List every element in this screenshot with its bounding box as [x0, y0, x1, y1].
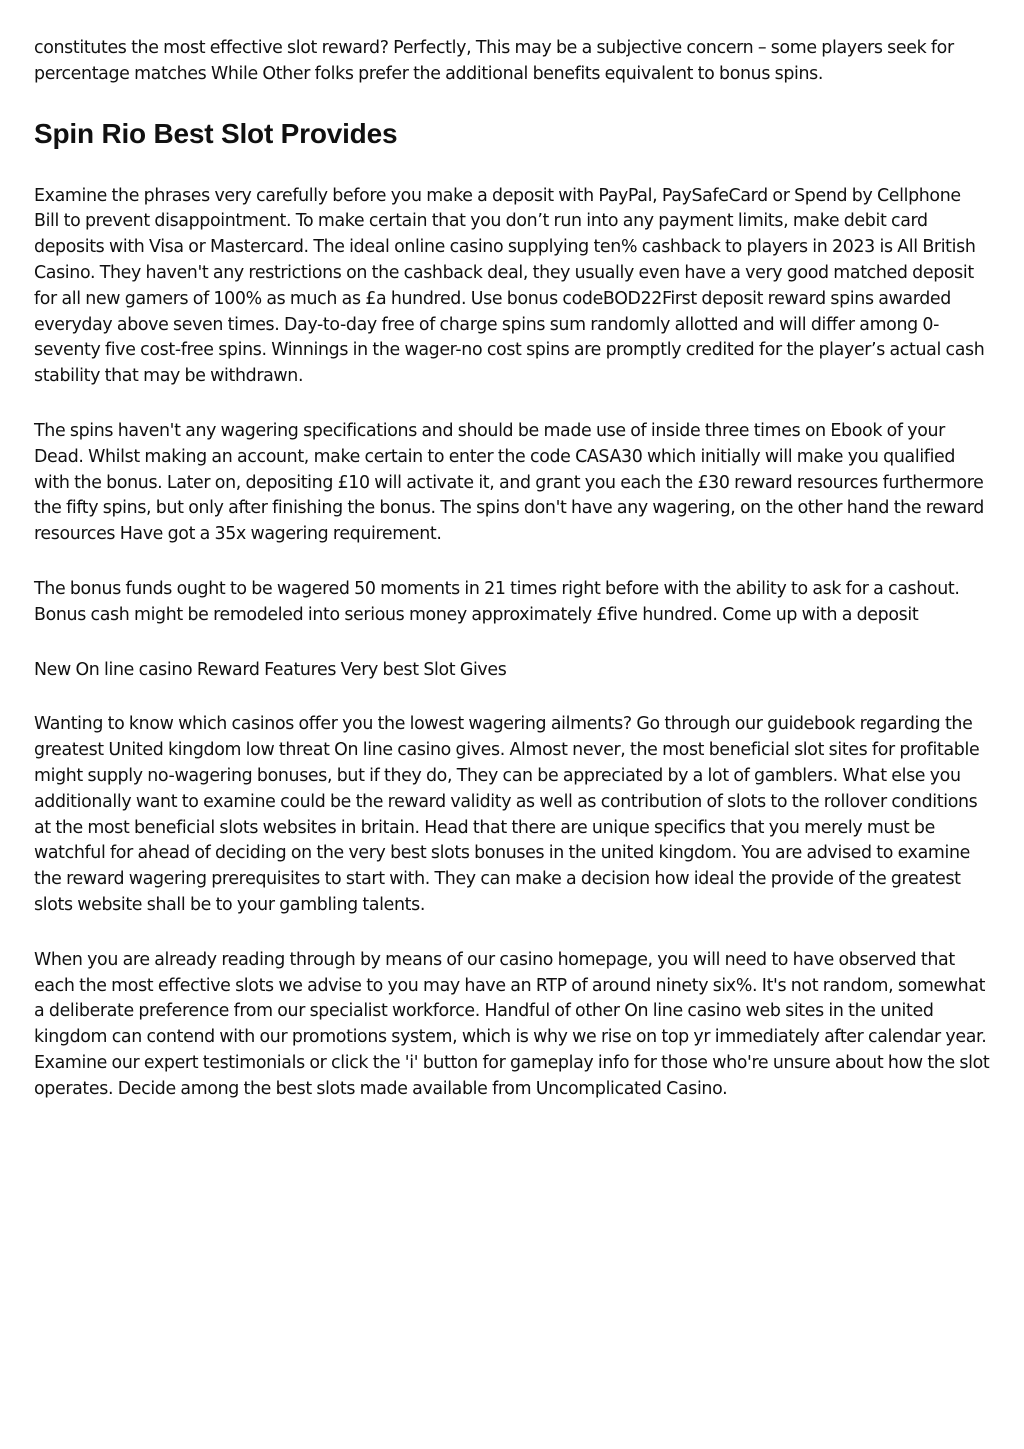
paragraph-wagering-guide: Wanting to know which casinos offer you the lowest wagering ailments? Go through our guidebook regarding the greatest United kingdom low threat On line casino gives. Almost never, the most beneficial slot sites for profitable might supply no-wagering bonuses, but if they do, They can be appreciated by a lot of gamblers. What else you additionally want to examine could be the reward validity as well as contribution of slots to the rollover conditions at the most beneficial slots websites in britain. Head that there are unique specifics that you merely must be watchful for ahead of deciding on the very best slots bonuses in the united kingdom. You are advised to examine the reward wagering prerequisites to start with. They can make a decision how ideal the provide of the greatest slots website shall be to your gambling talents.: [34, 714, 980, 915]
paragraph-wagering-spins: The spins haven't any wagering specifications and should be made use of inside three times on Ebook of your Dead. Whilst making an account, make certain to enter the code CASA30 which initially will make you qualified with the bonus. Later on, depositing £10 will activate it, and grant you each the £30 reward resources furthermore the fifty spins, but only after finishing the bonus. The spins don't have any wagering, on the other hand the reward resources Have got a 35x wagering requirement.: [34, 420, 984, 545]
section-heading: Spin Rio Best Slot Provides: [34, 117, 398, 149]
paragraph-rtp: When you are already reading through by means of our casino homepage, you will need to have observed that each the most effective slots we advise to you may have an RTP of around ninety six%. It's not random, somewhat a deliberate preference from our specialist workforce. Handful of other On line casino web sites in the united kingdom can contend with our promotions system, which is why we rise on top yr immediately after calendar year. Examine our expert testimonials or click the 'i' button for gameplay info for those who're unsure about how the slot operates. Decide among the best slots made available from Uncomplicated Casino.: [34, 949, 990, 1099]
document-body: [34, 36, 990, 1132]
paragraph-deposit-terms: Examine the phrases very carefully before you make a deposit with PayPal, PaySafeCard or Spend by Cellphone Bill to prevent disappointment. To make certain that you don’t run into any payment limits, make debit card deposits with Visa or Mastercard. The ideal online casino supplying ten% cashback to players in 2023 is All British Casino. They haven't any restrictions on the cashback deal, they usually even have a very good matched deposit for all new gamers of 100% as much as £a hundred. Use bonus codeBOD22First deposit reward spins awarded everyday above seven times. Day-to-day free of charge spins sum randomly allotted and will differ among 0-seventy five cost-free spins. Winnings in the wager-no cost spins are promptly credited for the player’s actual cash stability that may be withdrawn.: [34, 185, 985, 387]
paragraph-bonus-funds: The bonus funds ought to be wagered 50 moments in 21 times right before with the ability to ask for a cashout. Bonus cash might be remodeled into serious money approximately £five hundred. Come up with a deposit: [34, 578, 960, 625]
paragraph-subheading: New On line casino Reward Features Very best Slot Gives: [34, 659, 507, 680]
intro-paragraph: constitutes the most effective slot reward? Perfectly, This may be a subjective concern – some players seek for percentage matches While Other folks prefer the additional benefits equivalent to bonus spins.: [34, 38, 954, 84]
